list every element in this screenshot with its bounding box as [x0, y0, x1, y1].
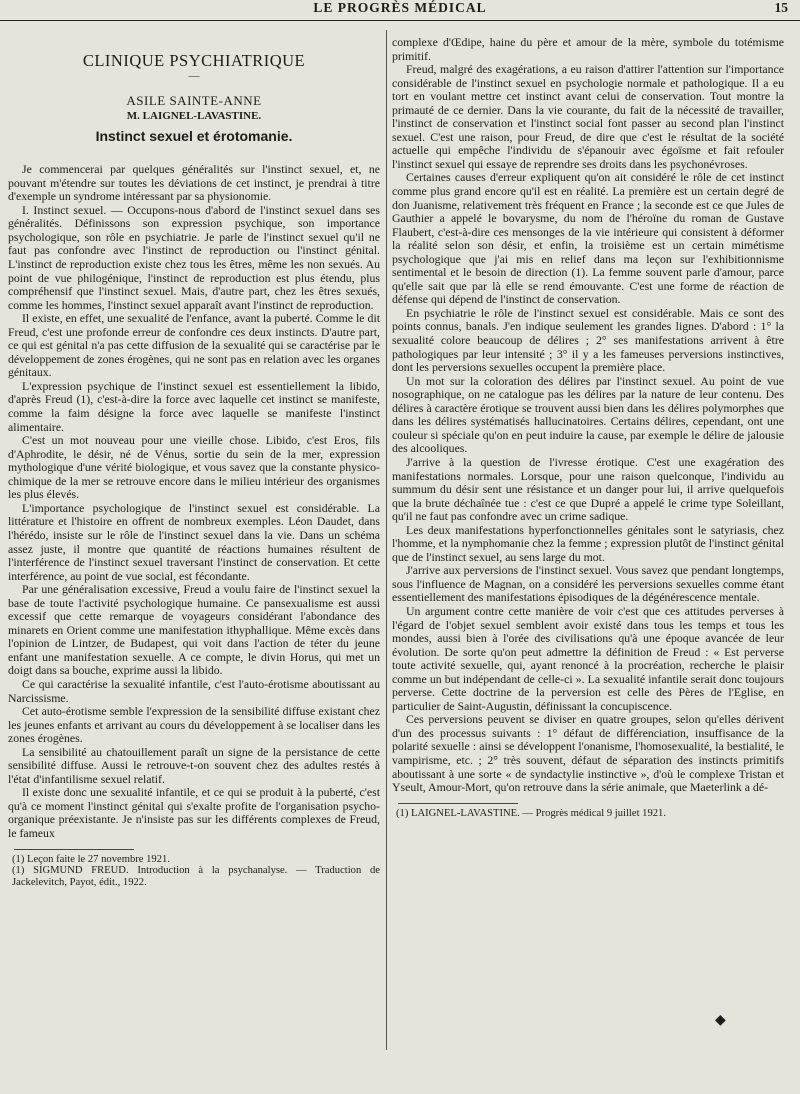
footnote-rule — [398, 803, 518, 804]
journal-title: LE PROGRÈS MÉDICAL — [313, 0, 487, 15]
paragraph: Les deux manifestations hyperfonctionnelles génitales sont le satyriasis, chez l'homme, et la nymphomanie chez la femme ; expression plutôt de l'instinct génital que de l'instinct sexuel, au sens large du mot. — [392, 522, 784, 564]
footnote: (1) SIGMUND FREUD. Introduction à la psychanalyse. — Traduction de Jackelevitch, Payot, édit., 1922. — [12, 865, 380, 888]
footnote-rule — [14, 849, 134, 850]
footnote: (1) Leçon faite le 27 novembre 1921. — [12, 853, 170, 865]
paragraph: Ce qui caractérise la sexualité infantile, c'est l'auto-érotisme aboutissant au Narcissisme. — [8, 676, 380, 705]
paragraph: La sensibilité au chatouillement paraît un signe de la persistance de cette sensibilité diffuse. Aussi le retrouve-t-on souvent chez des adultes restés à l'état d'infantilisme sexuel relatif. — [8, 744, 380, 786]
paragraph: Ces perversions peuvent se diviser en quatre groupes, selon qu'elles dérivent d'un des processus suivants : 1° défaut de différenciation, insuffisance de la polarité sexuelle : ainsi se développent l'onanisme, l'homosexualité, la bestialité, le vampirisme, etc. ; 2° très souvent, défaut de séparation des instincts primitifs aboutissant à une sorte « de syndactylie instinctive », d'où le complexe Tristan et Yseult, Amour-Mort, qu'on retrouve dans la série animale, que Maeterlink a dé- — [392, 712, 784, 795]
running-header — [0, 0, 800, 21]
article-title: Instinct sexuel et érotomanie. — [95, 127, 293, 144]
institution-heading: ASILE SAINTE-ANNE — [126, 92, 262, 108]
footnote: (1) LAIGNEL-LAVASTINE. — Progrès médical 9 juillet 1921. — [396, 807, 666, 819]
paragraph: Un mot sur la coloration des délires par l'instinct sexuel. Au point de vue nosographique, on ne catalogue pas les délires par la nature de leur contenu. Des délires à caractère érotique se trouvent aussi bien dans les délires polymorphes que dans les délires systématisés hallucinatoires. Certains délires, cependant, ont une couleur si spéciale qu'on en peut induire la cause, par exemple le délire de jalousie des alcooliques. — [392, 373, 784, 456]
paragraph: Un argument contre cette manière de voir c'est que ces attitudes perverses à l'égard de l'objet sexuel semblent avoir existé dans tous les temps et tous les mondes, aussi bien à l'orée des civilisations qu'à une époque avancée de leur évolution. De sorte qu'on peut admettre la définition de Freud : « Est perverse toute activité sexuelle, qui, ayant renoncé à la procréation, recherche le plaisir comme un but indépendant de celle-ci ». La sexualité infantile serait donc toujours perverse. Cette doctrine de la perversion est celle des Pères de l'Eglise, en particulier de Saint-Augustin, définissant la concupiscence. — [392, 603, 784, 713]
ornament-glyph: ◆ — [715, 1012, 726, 1028]
paragraph: C'est un mot nouveau pour une vieille chose. Libido, c'est Eros, fils d'Aphrodite, le désir, né de Vénus, sortie du sein de la mer, expression mythologique d'une vérité biologique, et vous savez que la constante physico-chimique de la mer se retrouve encore dans le milieu intérieur des organismes les plus élevés. — [8, 433, 380, 502]
paragraph: Par une généralisation excessive, Freud a voulu faire de l'instinct sexuel la base de toute l'activité psychologique humaine. Ce pansexualisme est aussi excessif que cette remarque de voyageurs considérant l'abondance des minarets en Orient comme une manifestation ithyphallique. Même excès dans l'opinion de Lintzer, de Budapest, qui voit dans l'action de téter du jeune enfant une manifestation sexuelle. A ce compte, le divin Horus, qui met un doigt dans sa bouche, exprime aussi la libido. — [8, 582, 380, 678]
paragraph: Certaines causes d'erreur expliquent qu'on ait considéré le rôle de cet instinct comme plus grand encore qu'il est en réalité. La première est un certain degré de don Juanisme, relativement très fréquent en France ; la seconde est ce que Jules de Gauthier a appelé le bovarysme, du nom de l'héroïne du roman de Gustave Flaubert, c'est-à-dire ces mensonges de la vie intérieure qui consistent à déformer la réalité selon son désir, et enfin, la troisième est un certain mimétisme psychologique que j'ai mis en relief dans ma leçon sur l'exhibitionnisme sentimental et le besoin de direction (1). La femme souvent parle d'amour, parce qu'elle sait que par là elle se rend émouvante. C'est une forme de réaction de défense qui dépend de l'instinct de conservation. — [392, 170, 784, 307]
section-heading: CLINIQUE PSYCHIATRIQUE — [82, 51, 306, 70]
footnotes-right — [392, 808, 784, 820]
paragraph: Cet auto-érotisme semble l'expression de la sensibilité diffuse existant chez les jeunes enfants et arrivant au cours du développement à se localiser dans les zones érogènes. — [8, 704, 380, 746]
paragraph: Il existe donc une sexualité infantile, et ce qui se produit à la puberté, c'est qu'à ce moment l'instinct génital qui s'exalte profite de l'organisation psycho-organique préexistante. Je n'insiste pas sur les différents complexes de Freud, le fameux — [8, 785, 380, 840]
paragraph: J'arrive aux perversions de l'instinct sexuel. Vous savez que pendant longtemps, sous l'influence de Magnan, on a considéré les perversions sexuelles comme étant essentiellement des manifestations épisodiques de la dégénérescence mentale. — [392, 563, 784, 605]
column-divider — [386, 30, 387, 1050]
paragraph: complexe d'Œdipe, haine du père et amour de la mère, symbole du totémisme primitif. — [392, 35, 784, 63]
author-line: M. LAIGNEL-LAVASTINE. — [126, 110, 262, 123]
right-column — [392, 36, 784, 819]
page-number: 15 — [774, 0, 788, 15]
paragraph: Je commencerai par quelques généralités sur l'instinct sexuel, et, ne pouvant m'étendre sur toutes les déviations de cet instinct, je prendrai à titre d'exemple un syndrome intéressant par sa physionomie. — [8, 162, 380, 204]
footnotes-left — [8, 854, 380, 889]
paragraph: L'importance psychologique de l'instinct sexuel est considérable. La littérature et l'histoire en offrent de nombreux exemples. Léon Daudet, dans l'hérédo, insiste sur le rôle de l'instinct sexuel dans la vie. Dans un schéma assez juste, il montre que quantité de réactions humaines résultent de l'interférence de l'instinct sexuel traversant l'instinct de conservation. Et cette interférence, au point de vue social, est fécondante. — [8, 500, 380, 583]
paragraph: I. Instinct sexuel. — Occupons-nous d'abord de l'instinct sexuel dans ses généralités. Définissons son expression psychique, son importance psychologique, son rôle en psychiatrie. Je parle de l'instinct sexuel qu'il ne faut pas confondre avec l'instinct de reproduction ou l'instinct génital. L'instinct de reproduction existe chez tous les êtres, même les non sexués. Au point de vue philogénique, l'instinct de reproduction est plus étendu, plus compréhensif que l'instinct sexuel. Mais, d'autre part, chez les êtres sexués, comme les hommes, l'instinct sexuel apparaît avant l'instinct de reproduction. — [8, 202, 380, 312]
paragraph: L'expression psychique de l'instinct sexuel est essentiellement la libido, d'après Freud (1), c'est-à-dire la force avec laquelle cet instinct se manifeste, comme la faim désigne la force avec laquelle se manifeste l'instinct alimentaire. — [8, 378, 380, 434]
paragraph: En psychiatrie le rôle de l'instinct sexuel est considérable. Mais ce sont des points connus, banals. J'en indique seulement les grandes lignes. D'abord : 1° la sexualité colore beaucoup de délires ; 2° ses manifestations arrivent à être pathologiques par leur intensité ; 3° il y a les fameuses perversions instinctives, dont les perversions sexuelles occupent la première place. — [392, 305, 784, 375]
left-column — [8, 28, 380, 888]
section-dash: — — [188, 69, 200, 82]
paragraph: Il existe, en effet, une sexualité de l'enfance, avant la puberté. Comme le dit Freud, c'est une profonde erreur de confondre ces deux instincts. D'autre part, ce qui est génital n'a pas cette diffusion de la sexualité qui se caractérise par le développement de zones érogènes, qui ne sont pas en relation avec les organes génitaux. — [8, 311, 380, 380]
paragraph: Freud, malgré des exagérations, a eu raison d'attirer l'attention sur l'importance considérable de l'instinct sexuel en psychologie normale et pathologique. Il a eu tort en voulant mettre cet instinct avant celui de conservation. Tout montre la primauté de ce dernier. Dans la vie courante, du fait de la nécessité de travailler, l'instinct de conservation et l'instinct social font passer au second plan l'instinct sexuel. C'est une raison, pour Freud, de dire que c'est le résultat de la société actuelle qui empêche l'individu de s'épanouir avec égoïsme et fait refouler l'instinct sexuel qui essaye de reprendre ses droits dans les psychonévroses. — [392, 62, 784, 171]
paragraph: J'arrive à la question de l'ivresse érotique. C'est une exagération des manifestations normales. Lorsque, pour une raison quelconque, l'individu au summum du désir sent une résistance et un danger pour lui, il arrive quelquefois que la brute déchaînée tue : c'est ce que Dupré a appelé le crime type Soleillant, qu'il ne faut pas confondre avec un crime sadique. — [392, 454, 784, 524]
